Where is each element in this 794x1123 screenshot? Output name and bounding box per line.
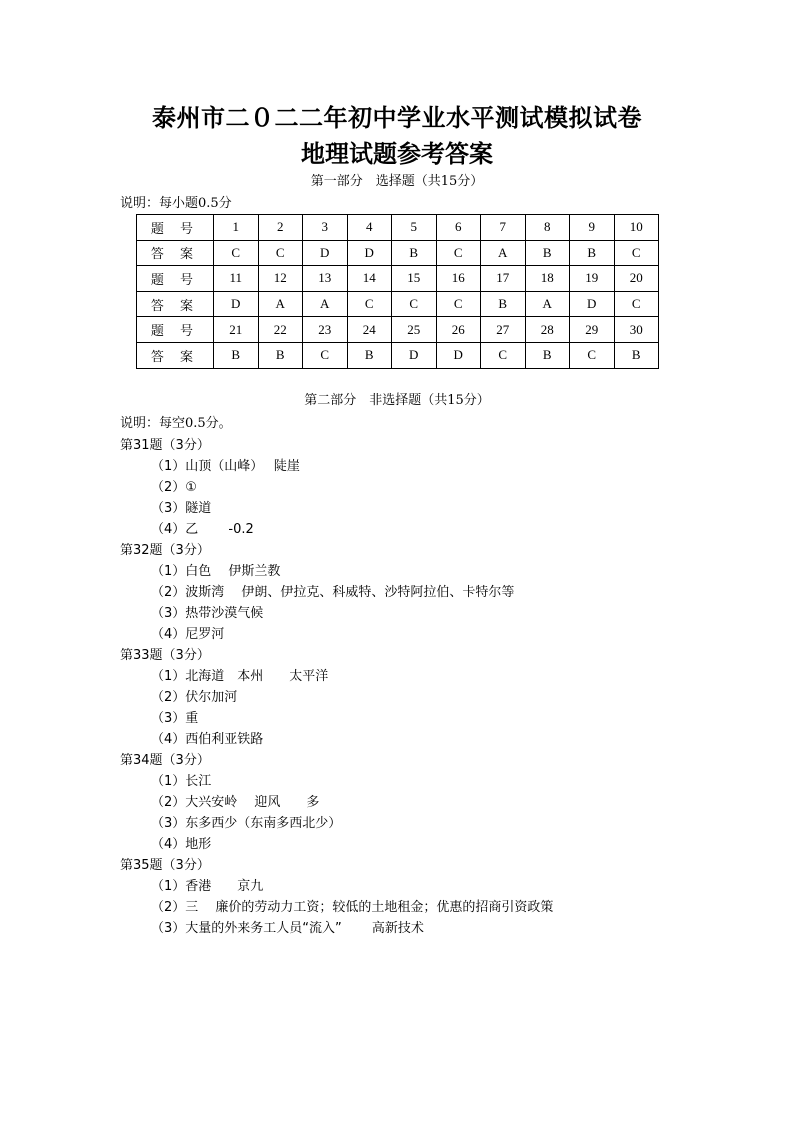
table-cell: 7 [481, 215, 526, 241]
table-cell: 11 [214, 266, 259, 292]
answer-line: （3）大量的外来务工人员“流入” 高新技术 [151, 921, 424, 936]
table-cell: B [258, 342, 303, 368]
table-cell: C [303, 342, 348, 368]
table-cell: C [570, 342, 615, 368]
answer-line: （2）大兴安岭 迎风 多 [151, 795, 320, 810]
table-cell: C [258, 240, 303, 266]
table-cell: A [303, 291, 348, 317]
answer-line: （3）隧道 [151, 501, 212, 516]
answer-line: （1）北海道 本州 太平洋 [151, 669, 329, 684]
row-label: 题 号 [137, 215, 214, 241]
table-cell: 16 [436, 266, 481, 292]
table-cell: 3 [303, 215, 348, 241]
table-cell: 30 [614, 317, 659, 343]
answer-line: （4）乙 -0.2 [151, 522, 254, 537]
answer-line: （2）三 廉价的劳动力工资；较低的土地租金；优惠的招商引资政策 [151, 900, 554, 915]
table-cell: A [525, 291, 570, 317]
row-label: 题 号 [137, 317, 214, 343]
table-cell: 23 [303, 317, 348, 343]
answer-line: （2）伏尔加河 [151, 690, 238, 705]
answer-line: （4）尼罗河 [151, 627, 225, 642]
table-cell: 24 [347, 317, 392, 343]
table-cell: C [436, 291, 481, 317]
table-cell: B [614, 342, 659, 368]
table-cell: 22 [258, 317, 303, 343]
table-cell: 26 [436, 317, 481, 343]
table-cell: 29 [570, 317, 615, 343]
table-row [137, 266, 659, 292]
page-subtitle: 地理试题参考答案 [301, 139, 493, 168]
table-cell: B [525, 342, 570, 368]
table-cell: 27 [481, 317, 526, 343]
table-cell: 9 [570, 215, 615, 241]
row-label: 题 号 [137, 266, 214, 292]
table-cell: 10 [614, 215, 659, 241]
table-cell: B [392, 240, 437, 266]
answer-line: （2）波斯湾 伊朗、伊拉克、科威特、沙特阿拉伯、卡特尔等 [151, 585, 515, 600]
answer-line: （1）白色 伊斯兰教 [151, 564, 281, 579]
table-cell: B [347, 342, 392, 368]
answer-line: （3）热带沙漠气候 [151, 606, 264, 621]
part1-note: 说明：每小题0.5分 [120, 196, 232, 211]
table-cell: D [214, 291, 259, 317]
table-cell: D [570, 291, 615, 317]
page-title: 泰州市二０二二年初中学业水平测试模拟试卷 [152, 103, 642, 132]
question-title: 第33题（3分） [120, 648, 210, 663]
answer-line: （1）香港 京九 [151, 879, 264, 894]
table-cell: C [614, 240, 659, 266]
table-cell: 6 [436, 215, 481, 241]
table-cell: B [525, 240, 570, 266]
table-cell: D [436, 342, 481, 368]
table-cell: 21 [214, 317, 259, 343]
answer-line: （3）东多西少（东南多西北少） [151, 816, 342, 831]
answer-table [136, 214, 659, 369]
table-cell: C [347, 291, 392, 317]
question-title: 第32题（3分） [120, 543, 210, 558]
table-cell: 1 [214, 215, 259, 241]
table-row [137, 215, 659, 241]
part2-note: 说明：每空0.5分。 [120, 416, 232, 431]
question-title: 第35题（3分） [120, 858, 210, 873]
table-cell: 2 [258, 215, 303, 241]
table-cell: 8 [525, 215, 570, 241]
part2-heading: 第二部分 非选择题（共15分） [304, 393, 490, 408]
answer-line: （4）地形 [151, 837, 212, 852]
table-cell: A [258, 291, 303, 317]
question-title: 第34题（3分） [120, 753, 210, 768]
table-cell: C [614, 291, 659, 317]
table-cell: C [392, 291, 437, 317]
answer-line: （4）西伯利亚铁路 [151, 732, 264, 747]
table-row [137, 317, 659, 343]
table-row [137, 342, 659, 368]
table-cell: D [347, 240, 392, 266]
answer-line: （2）① [151, 480, 197, 495]
part1-heading: 第一部分 选择题（共15分） [310, 174, 484, 189]
table-cell: B [481, 291, 526, 317]
row-label: 答 案 [137, 342, 214, 368]
table-cell: 18 [525, 266, 570, 292]
table-cell: 20 [614, 266, 659, 292]
table-row [137, 240, 659, 266]
table-cell: B [214, 342, 259, 368]
table-cell: C [214, 240, 259, 266]
table-cell: 19 [570, 266, 615, 292]
question-title: 第31题（3分） [120, 438, 210, 453]
table-cell: C [481, 342, 526, 368]
question-list [120, 435, 553, 939]
table-cell: C [436, 240, 481, 266]
table-cell: A [481, 240, 526, 266]
row-label: 答 案 [137, 291, 214, 317]
table-cell: B [570, 240, 615, 266]
table-cell: 28 [525, 317, 570, 343]
answer-line: （1）长江 [151, 774, 212, 789]
table-cell: 12 [258, 266, 303, 292]
row-label: 答 案 [137, 240, 214, 266]
table-cell: 13 [303, 266, 348, 292]
answer-line: （3）重 [151, 711, 199, 726]
answer-line: （1）山顶（山峰） 陡崖 [151, 459, 300, 474]
table-cell: 17 [481, 266, 526, 292]
table-cell: 14 [347, 266, 392, 292]
table-cell: D [303, 240, 348, 266]
table-cell: D [392, 342, 437, 368]
table-row [137, 291, 659, 317]
table-cell: 25 [392, 317, 437, 343]
table-cell: 15 [392, 266, 437, 292]
table-cell: 5 [392, 215, 437, 241]
table-cell: 4 [347, 215, 392, 241]
